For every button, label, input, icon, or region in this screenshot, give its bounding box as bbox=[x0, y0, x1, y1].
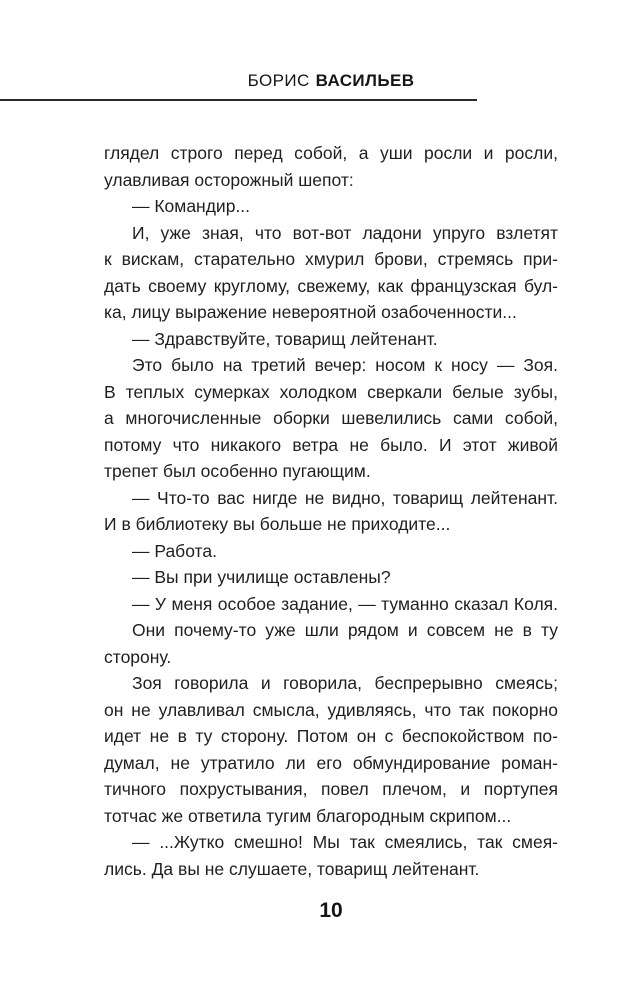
text-line: дать своему круглому, свежему, как французская бул- bbox=[104, 275, 558, 296]
text-line: — Работа. bbox=[132, 540, 217, 561]
text-line: Они почему-то уже шли рядом и совсем не в ту bbox=[132, 620, 558, 640]
text-line: И, уже зная, что вот-вот ладони упруго взлетят bbox=[132, 222, 558, 243]
author-first-name: БОРИС bbox=[247, 71, 310, 90]
text-line: тотчас же ответила тугим благородным скрипом... bbox=[104, 805, 512, 826]
text-line: — Командир... bbox=[132, 196, 251, 216]
page-text bbox=[104, 140, 558, 882]
running-header bbox=[104, 71, 558, 91]
text-line: а многочисленные оборки шевелились сами собой, bbox=[104, 408, 558, 428]
text-line: — У меня особое задание, — туманно сказал Коля. bbox=[132, 593, 558, 614]
text-line: думал, не утратило ли его обмундирование роман- bbox=[104, 752, 558, 773]
text-line: ка, лицу выражение невероятной озабоченности... bbox=[104, 302, 517, 322]
text-line: В теплых сумерках холодком сверкали белые зубы, bbox=[104, 381, 558, 402]
text-line: Зоя говорила и говорила, беспрерывно смеясь; bbox=[132, 673, 558, 693]
page-number: 10 bbox=[319, 899, 343, 922]
text-line: — ...Жутко смешно! Мы так смеялись, так смея- bbox=[132, 832, 558, 852]
text-line: тичного похрустывания, повел плечом, и портупея bbox=[104, 779, 558, 799]
text-line: он не улавливал смысла, удивляясь, что так покорно bbox=[104, 699, 558, 720]
text-line: к вискам, старательно хмурил брови, стремясь при- bbox=[104, 249, 558, 269]
author-last-name: ВАСИЛЬЕВ bbox=[315, 71, 415, 90]
header-rule bbox=[0, 99, 477, 101]
text-line: — Здравствуйте, товарищ лейтенант. bbox=[132, 328, 438, 349]
text-line: — Что-то вас нигде не видно, товарищ лейтенант. bbox=[132, 487, 558, 508]
text-line: потому что никакого ветра не было. И этот живой bbox=[104, 434, 558, 455]
text-line: идет не в ту сторону. Потом он с беспокойством по- bbox=[104, 726, 558, 746]
text-line: И в библиотеку вы больше не приходите... bbox=[104, 514, 451, 534]
text-line: лись. Да вы не слушаете, товарищ лейтенант. bbox=[104, 858, 480, 879]
text-line: улавливая осторожный шепот: bbox=[104, 169, 354, 190]
text-line: трепет был особенно пугающим. bbox=[104, 461, 371, 481]
text-line: Это было на третий вечер: носом к носу — Зоя. bbox=[132, 355, 558, 375]
text-line: сторону. bbox=[104, 646, 172, 667]
text-line: — Вы при училище оставлены? bbox=[132, 567, 391, 587]
text-line: глядел строго перед собой, а уши росли и росли, bbox=[104, 143, 558, 163]
